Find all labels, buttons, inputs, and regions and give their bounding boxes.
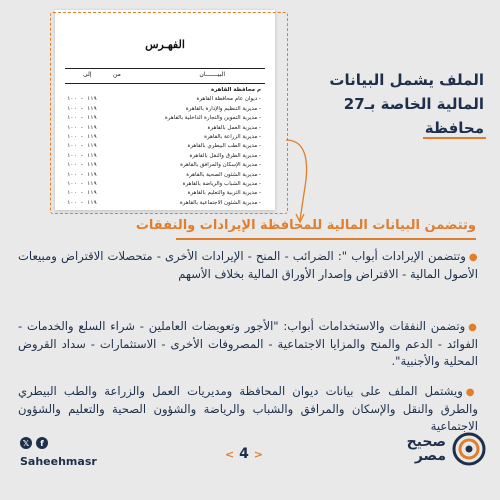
paragraph-revenues [18, 248, 478, 283]
row-pages: ١١٩ - ١٠٠ [67, 152, 97, 159]
prev-page-arrow[interactable]: < [225, 448, 235, 461]
header-statement: البيـــــــان [199, 71, 225, 78]
row-label: - مديرية الشئون الاجتماعية بالقاهرة [179, 199, 261, 206]
page-indicator [225, 446, 263, 462]
bullet-icon: ● [465, 387, 478, 398]
page-number: 4 [239, 446, 249, 462]
section-title: وتتضمن البيانات المالية للمحافظة الإيرادات والنفقات [135, 218, 476, 233]
row-pages: ١١٩ - ١٠٠ [67, 180, 97, 187]
row-pages: ١١٩ - ١٠٠ [67, 190, 97, 197]
row-label: - مديرية الطب البيطري بالقاهرة [187, 143, 261, 150]
row-label: - مديرية التربية والتعليم بالقاهرة [187, 190, 261, 197]
row-pages: ١١٩ - ١٠٠ [67, 162, 97, 169]
row-pages: ١١٩ - ١٠٠ [67, 171, 97, 178]
row-pages: ١١٩ - ١٠٠ [67, 133, 97, 140]
account-handle[interactable]: Saheehmasr [20, 455, 97, 468]
header-to: إلى [83, 71, 92, 78]
headline-line-1: الملف يشمل البيانات [329, 71, 484, 89]
next-page-arrow[interactable]: > [253, 448, 263, 461]
row-pages: ١١٩ - ١٠٠ [67, 124, 97, 131]
row-label: - مديرية الشباب والرياضة بالقاهرة [182, 180, 261, 187]
social-icons [20, 437, 48, 449]
row-label: - مديرية الزراعة بالقاهرة [204, 133, 261, 140]
bullet-icon: ● [468, 322, 478, 333]
bullet-icon: ● [468, 252, 478, 263]
paragraph-text: وتتضمن الإيرادات أبواب ": الضرائب - المنح - الإيرادات الأخرى - متحصلات الاقتراض ومبيعات الأصول المالية - الاقتراض وإصدار الأوراق المالية بخلاف الأسهم [18, 249, 478, 281]
row-pages: ١١٩ - ١٠٠ [67, 199, 97, 206]
row-label: - مديرية التنظيم والإدارة بالقاهرة [185, 105, 261, 112]
logo-line-1: صحيح [406, 434, 446, 450]
target-logo-icon [452, 432, 486, 466]
headline-line-2: المالية الخاصة بـ27 [343, 95, 484, 113]
headline [286, 70, 486, 142]
row-label: م محافظة القاهرة [210, 87, 261, 93]
paragraph-expenses [18, 318, 478, 370]
header-from: من [113, 71, 121, 78]
paragraph-text: ويشتمل الملف على بيانات ديوان المحافظة ومديريات العمل والزراعة والطب البيطري والطرق والنقل والإسكان والمرافق والشباب والرياضة والشؤون الصحية والتعليم والشؤون الاجتماعية [18, 384, 478, 433]
row-label: - مديرية الطرق والنقل بالقاهرة [189, 152, 261, 159]
row-pages: ١١٩ - ١٠٠ [67, 105, 97, 112]
section-underline [176, 238, 476, 240]
headline-line-3: محافظة [424, 119, 484, 137]
row-pages: ١١٩ - ١٠٠ [67, 96, 97, 103]
facebook-icon[interactable]: f [36, 437, 48, 449]
row-label: - مديرية العمل بالقاهرة [207, 124, 261, 131]
logo-wordmark [407, 435, 446, 463]
row-label: - ديوان عام محافظة القاهرة [196, 96, 261, 103]
row-pages: ١١٩ - ١٠٠ [67, 115, 97, 122]
document-title: الفهـرس [145, 38, 185, 51]
paragraph-text: وتضمن النفقات والاستخدامات أبواب: "الأجور وتعويضات العاملين - شراء السلع والخدمات - الفوائد - الدعم والمنح والمزايا الاجتماعية - المصروفات الأخرى - الاستثمارات - سداد القروض المحلية والأجنبية". [18, 319, 478, 368]
x-icon[interactable]: 𝕏 [20, 437, 32, 449]
logo-line-2: مصر [414, 448, 446, 464]
row-pages: ١١٩ - ١٠٠ [67, 143, 97, 150]
paragraph-scope [18, 383, 478, 435]
row-label: - مديرية التموين والتجارة الداخلية بالقاهرة [164, 115, 261, 122]
brand-logo [407, 432, 486, 466]
row-label: - مديرية الإسكان والمرافق بالقاهرة [180, 162, 261, 169]
row-label: - مديرية الشئون الصحية بالقاهرة [186, 171, 261, 178]
